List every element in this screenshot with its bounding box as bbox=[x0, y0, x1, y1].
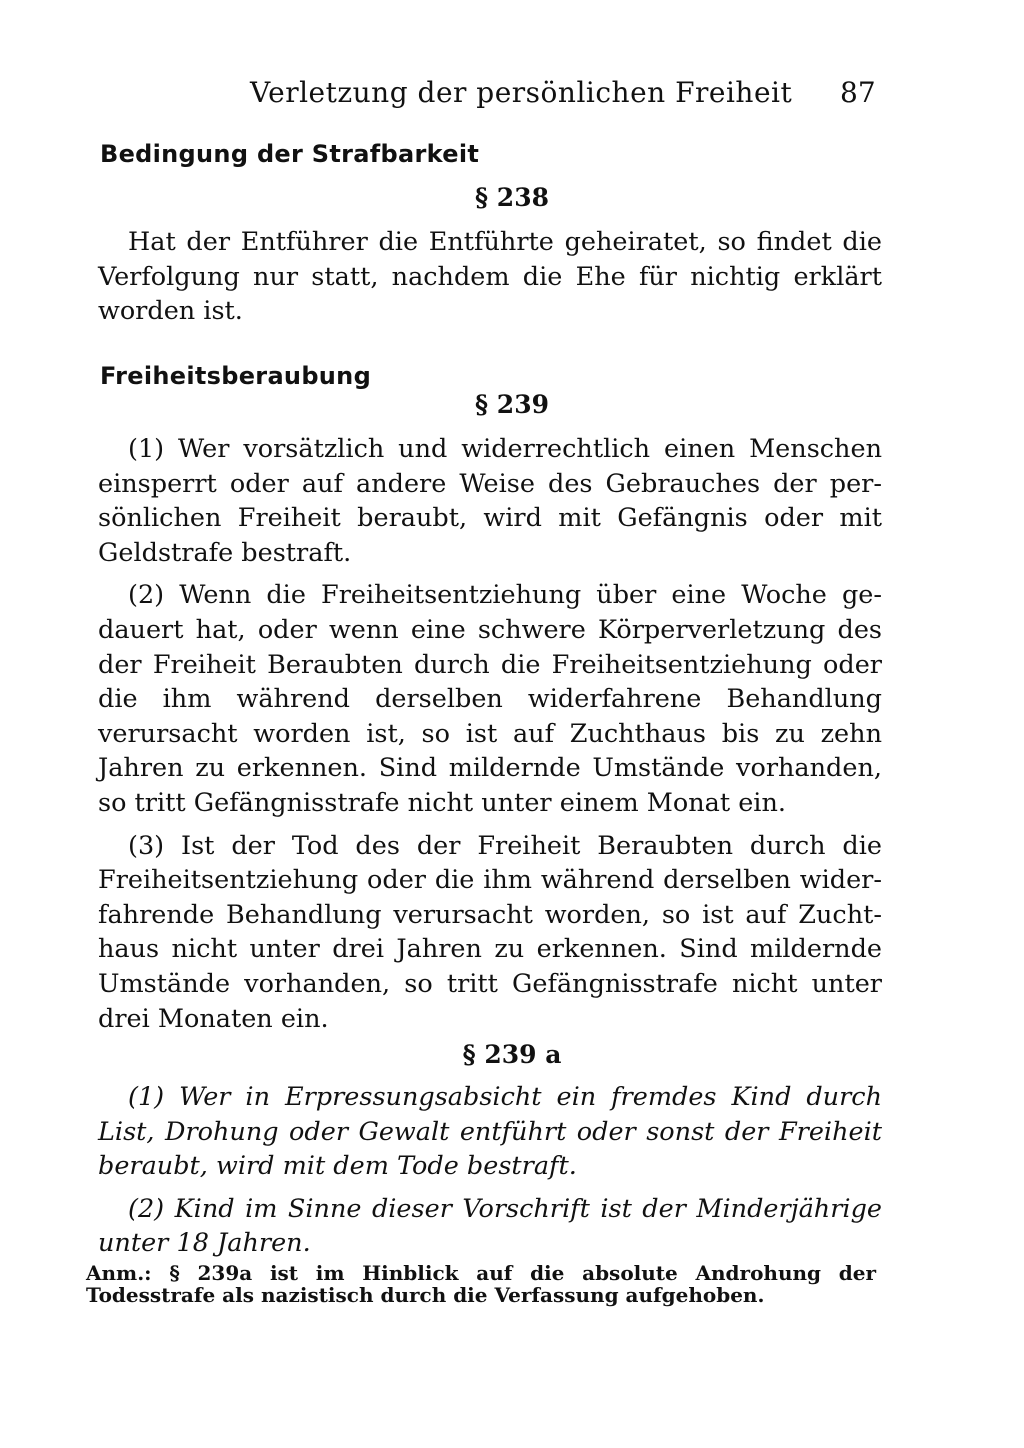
note-text: § 239a ist im Hinblick auf die absolute Androhung der Todesstrafe als nazistisch durch die Verfassung aufgehoben. bbox=[86, 1261, 876, 1307]
section-heading-238: Bedingung der Strafbarkeit bbox=[100, 140, 480, 168]
running-title: Verletzung der persönlichen Freiheit bbox=[250, 76, 793, 109]
section-239-paragraph-1: (1) Wer vorsätzlich und widerrechtlich einen Menschen einsperrt oder auf andere Weise des Gebrauches der persönlichen Freiheit beraubt, wird mit Gefängnis oder mit Geldstrafe bestraft. bbox=[98, 434, 882, 568]
section-238-body bbox=[98, 225, 882, 329]
section-239a-paragraph-1: (1) Wer in Erpressungsabsicht ein fremdes Kind durch List, Drohung oder Gewalt entführt oder sonst der Freiheit beraubt, wird mit dem Tode bestraft. bbox=[98, 1082, 882, 1182]
section-239-paragraph-3: (3) Ist der Tod des der Freiheit Beraubten durch die Freiheitsentziehung oder die ihm während derselben widerfahrende Behandlung verursacht worden, so ist auf Zuchthaus nicht unter drei Jahren zu erkennen. Sind mildernde Umstände vorhanden, so tritt Gefängnisstrafe nicht unter drei Monaten ein. bbox=[98, 830, 882, 1034]
annotation-note bbox=[86, 1262, 876, 1306]
note-label: Anm.: bbox=[86, 1261, 152, 1285]
section-heading-239: Freiheitsberaubung bbox=[100, 362, 372, 390]
section-238-text: Hat der Entführer die Entführte geheiratet, so findet die Verfolgung nur statt, nachdem die Ehe für nichtig erklärt worden ist. bbox=[98, 227, 882, 327]
paragraph-mark-239: § 239 bbox=[475, 390, 549, 419]
paragraph-mark-239a: § 239 a bbox=[462, 1040, 562, 1069]
section-239-body bbox=[98, 432, 882, 1036]
section-239-paragraph-2: (2) Wenn die Freiheitsentziehung über eine Woche gedauert hat, oder wenn eine schwere Körperverletzung des der Freiheit Beraubten durch die Freiheitsentziehung oder die ihm während derselben widerfahrene Behandlung verursacht worden ist, so ist auf Zuchthaus bis zu zehn Jahren zu erkennen. Sind mildernde Umstände vorhanden, so tritt Gefängnisstrafe nicht unter einem Monat ein. bbox=[98, 580, 882, 818]
section-239a-body bbox=[98, 1080, 882, 1261]
paragraph-mark-238: § 238 bbox=[475, 183, 549, 212]
section-239a-paragraph-2: (2) Kind im Sinne dieser Vorschrift ist der Minderjährige unter 18 Jahren. bbox=[98, 1193, 882, 1259]
page-number: 87 bbox=[840, 76, 876, 109]
